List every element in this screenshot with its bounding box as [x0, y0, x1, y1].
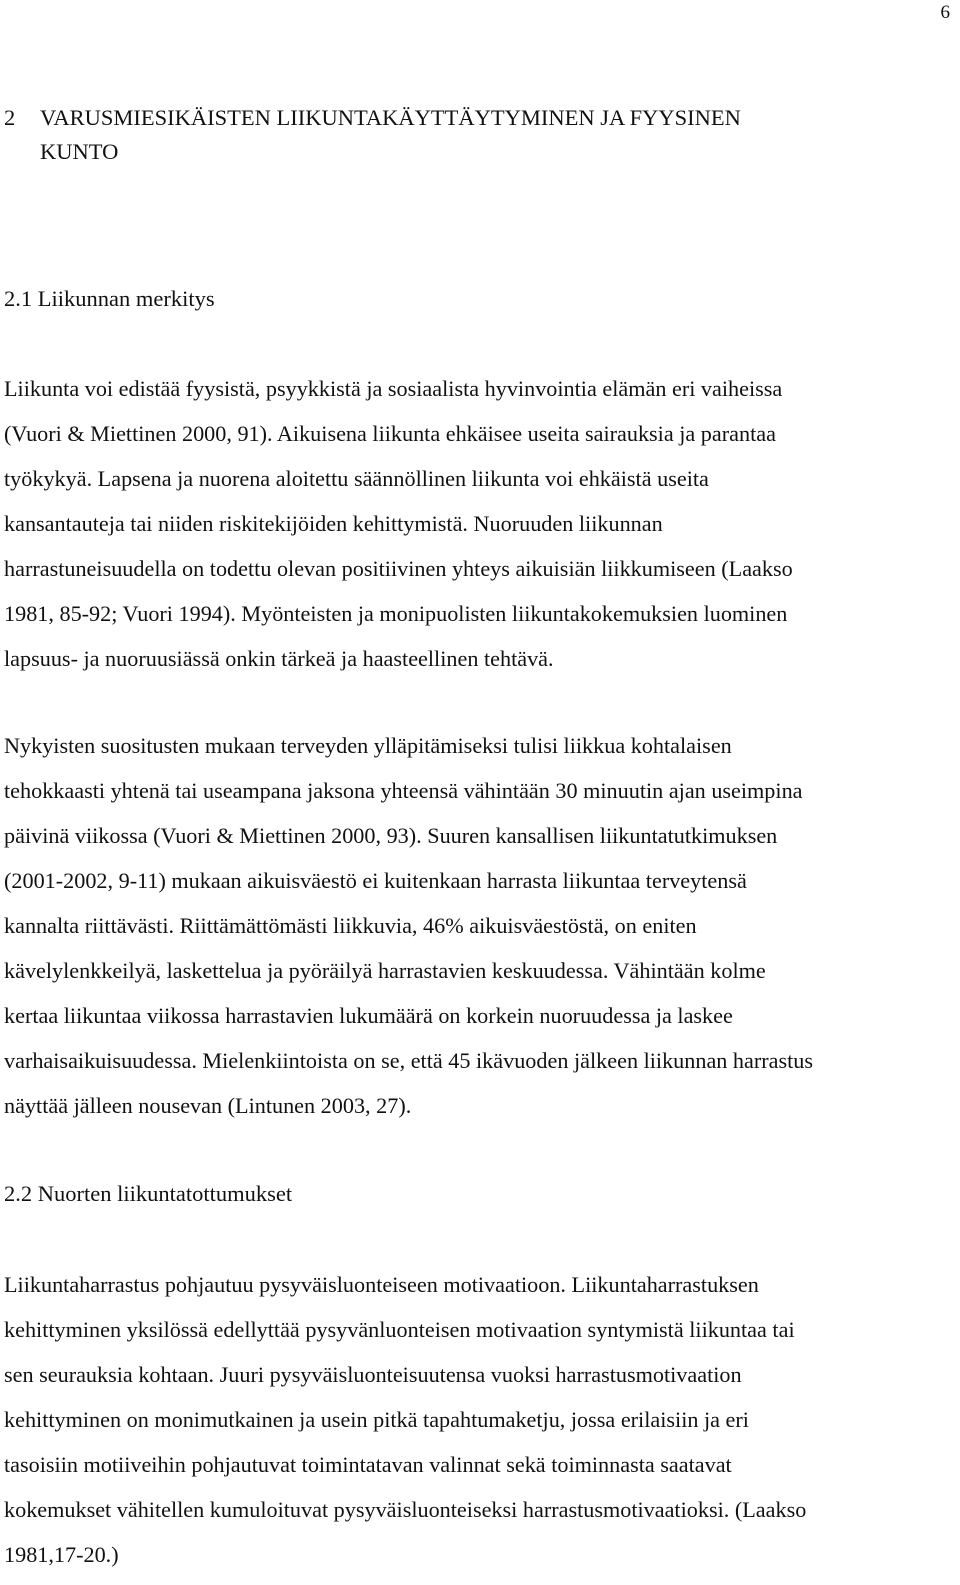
text-line: 1981,17-20.): [4, 1542, 119, 1567]
text-line: lapsuus- ja nuoruusiässä onkin tärkeä ja haasteellinen tehtävä.: [4, 646, 554, 671]
text-line: kehittyminen yksilössä edellyttää pysyvänluonteisen motivaation syntymistä liikuntaa tai: [4, 1317, 795, 1342]
text-line: kannalta riittävästi. Riittämättömästi liikkuvia, 46% aikuisväestöstä, on eniten: [4, 913, 697, 938]
text-line: kehittyminen on monimutkainen ja usein pitkä tapahtumaketju, jossa erilaisiin ja eri: [4, 1407, 749, 1432]
paragraph-liikunnan-merkitys-2: [4, 723, 956, 1128]
text-line: (Vuori & Miettinen 2000, 91). Aikuisena liikunta ehkäisee useita sairauksia ja parantaa: [4, 421, 776, 446]
paragraph-liikunnan-merkitys-1: [4, 366, 956, 681]
text-line: Liikuntaharrastus pohjautuu pysyväisluonteiseen motivaatioon. Liikuntaharrastuksen: [4, 1272, 759, 1297]
text-line: varhaisaikuisuudessa. Mielenkiintoista on se, että 45 ikävuoden jälkeen liikunnan harrastus: [4, 1048, 814, 1073]
page-number: 6: [940, 2, 950, 23]
text-line: 1981, 85-92; Vuori 1994). Myönteisten ja monipuolisten liikuntakokemuksien luominen: [4, 601, 788, 626]
section-heading-2-2: 2.2 Nuorten liikuntatottumukset: [4, 1181, 293, 1206]
text-line: työkykyä. Lapsena ja nuorena aloitettu säännöllinen liikunta voi ehkäistä useita: [4, 466, 709, 491]
text-line: kansantauteja tai niiden riskitekijöiden kehittymistä. Nuoruuden liikunnan: [4, 511, 663, 536]
chapter-title-line-1: VARUSMIESIKÄISTEN LIIKUNTAKÄYTTÄYTYMINEN JA FYYSINEN: [40, 105, 741, 130]
paragraph-nuorten-liikuntatottumukset-1: [4, 1262, 956, 1577]
text-line: tasoisiin motiiveihin pohjautuvat toimintatavan valinnat sekä toiminnasta saatavat: [4, 1452, 732, 1477]
text-line: Nykyisten suositusten mukaan terveyden ylläpitämiseksi tulisi liikkua kohtalaisen: [4, 733, 732, 758]
text-line: kertaa liikuntaa viikossa harrastavien lukumäärä on korkein nuoruudessa ja laskee: [4, 1003, 733, 1028]
text-line: (2001-2002, 9-11) mukaan aikuisväestö ei kuitenkaan harrasta liikuntaa terveytensä: [4, 868, 747, 893]
text-line: harrastuneisuudella on todettu olevan positiivinen yhteys aikuisiän liikkumiseen (Laakso: [4, 556, 793, 581]
text-line: tehokkaasti yhtenä tai useampana jaksona yhteensä vähintään 30 minuutin ajan useimpina: [4, 778, 803, 803]
text-line: Liikunta voi edistää fyysistä, psyykkistä ja sosiaalista hyvinvointia elämän eri vaiheissa: [4, 376, 783, 401]
text-line: päivinä viikossa (Vuori & Miettinen 2000, 93). Suuren kansallisen liikuntatutkimuksen: [4, 823, 778, 848]
text-line: kokemukset vähitellen kumuloituvat pysyväisluonteiseksi harrastusmotivaatioksi. (Laakso: [4, 1497, 807, 1522]
chapter-heading: [4, 101, 904, 169]
text-line: näyttää jälleen nousevan (Lintunen 2003, 27).: [4, 1093, 412, 1118]
section-heading-2-1: 2.1 Liikunnan merkitys: [4, 286, 215, 311]
text-line: kävelylenkkeilyä, laskettelua ja pyöräilyä harrastavien keskuudessa. Vähintään kolme: [4, 958, 766, 983]
text-line: sen seurauksia kohtaan. Juuri pysyväisluonteisuutensa vuoksi harrastusmotivaation: [4, 1362, 742, 1387]
chapter-number: 2: [4, 105, 16, 130]
chapter-title-line-2: KUNTO: [40, 139, 119, 164]
